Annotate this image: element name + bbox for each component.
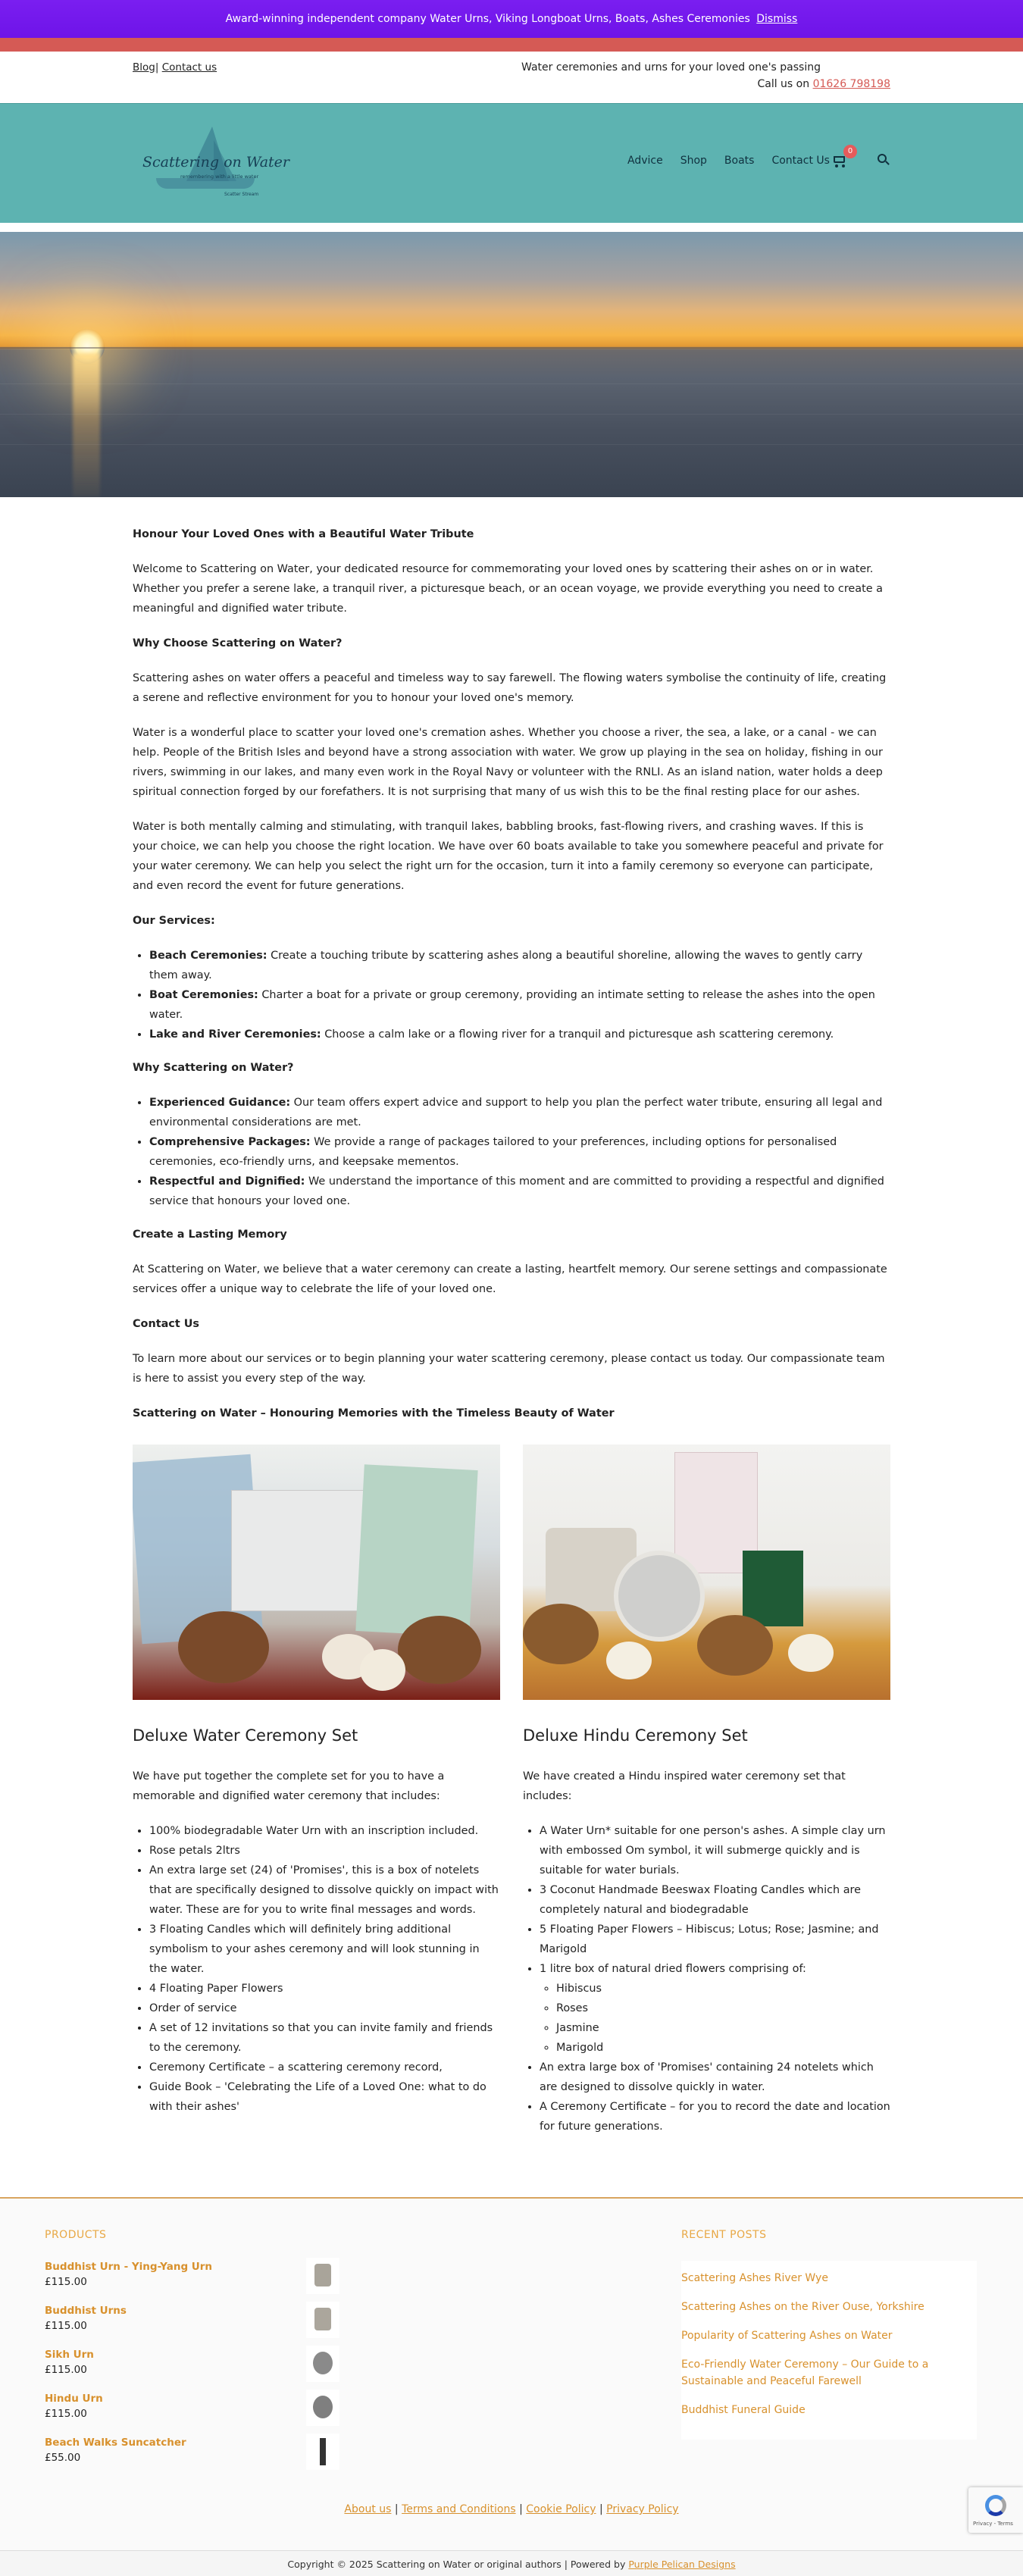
service-title: Lake and River Ceremonies:: [149, 1028, 321, 1041]
footer-product-name[interactable]: Beach Walks Suncatcher: [45, 2437, 186, 2449]
about-us-link[interactable]: About us: [344, 2503, 392, 2515]
hero-sun-reflection: [73, 353, 100, 497]
list-item: • 3 Coconut Handmade Beeswax Floating Candles which are completely natural and biodegradable: [540, 1880, 890, 1920]
green-card: [355, 1464, 477, 1637]
candle-right: [398, 1616, 481, 1684]
why-text: Our team offers expert advice and support to help you plan the perfect water tribute, ensuring all legal and environmental considerations are met.: [149, 1097, 883, 1128]
calming-paragraph: Water is both mentally calming and stimulating, with tranquil lakes, babbling brooks, fast-flowing rivers, and crashing waves. If this is your choice, we can help you choose the right location. We have over 60 boats available to take you somewhere peaceful and private for your water ceremony. We can help you select the right urn for the occasion, turn it into a family ceremony so everyone can participate, and even record the event for future generations.: [133, 821, 884, 892]
service-text: Charter a boat for a private or group ceremony, providing an intimate setting to release the ashes into the open water.: [149, 989, 875, 1021]
logo-name: Scattering on Water: [142, 154, 289, 171]
heading-contact: Contact Us: [133, 1318, 199, 1330]
product-card: [523, 1445, 890, 2150]
contact-link[interactable]: Contact us: [161, 61, 217, 74]
list-item: • Guide Book – 'Celebrating the Life of a Loved One: what to do with their ashes': [149, 2077, 500, 2117]
coconut-candle: [523, 1604, 599, 1664]
site-logo[interactable]: [135, 127, 289, 202]
why-list: [149, 1093, 890, 1211]
footer-product-thumbnail[interactable]: [306, 2346, 339, 2382]
lasting-memory-paragraph: At Scattering on Water, we believe that a water ceremony can create a lasting, heartfelt memory. Our serene settings and compassionate services offer a unique way to celebrate the life of your loved one.: [133, 1263, 887, 1295]
product-intro: We have created a Hindu inspired water ceremony set that includes:: [523, 1770, 846, 1802]
footer-product-name[interactable]: Buddhist Urns: [45, 2305, 127, 2317]
green-box: [743, 1551, 803, 1626]
footer-recent-posts: [681, 2229, 977, 2440]
recent-post-link[interactable]: Eco-Friendly Water Ceremony – Our Guide to a Sustainable and Peaceful Farewell: [681, 2358, 929, 2387]
footer-product-price: £115.00: [45, 2408, 87, 2420]
hero-sunset-image: [0, 232, 1023, 497]
footer-product-item: [45, 2349, 348, 2393]
cart-basket: [834, 156, 845, 163]
list-item: • 4 Floating Paper Flowers: [149, 1979, 500, 1999]
footer-product-item: [45, 2261, 348, 2305]
blog-link[interactable]: Blog: [133, 61, 155, 74]
list-item: • A set of 12 invitations so that you can invite family and friends to the ceremony.: [149, 2018, 500, 2058]
nav-shop[interactable]: Shop: [680, 155, 707, 167]
recaptcha-icon: [985, 2495, 1006, 2516]
paper-flower: [606, 1642, 652, 1679]
why-title: Respectful and Dignified:: [149, 1175, 305, 1188]
list-item: [149, 1132, 890, 1172]
footer-product-name[interactable]: Hindu Urn: [45, 2393, 103, 2405]
notice-accent-strip: [0, 38, 1023, 52]
service-title: Boat Ceremonies:: [149, 989, 258, 1001]
why-text: We understand the importance of this moment and are committed to providing a respectful and dignified service that honours your loved one.: [149, 1175, 884, 1207]
footer-product-item: [45, 2305, 348, 2349]
product-items: [540, 1821, 890, 2136]
footer-product-price: £115.00: [45, 2276, 87, 2288]
logo-small-text: Scatter Stream: [224, 192, 259, 197]
list-item-text: 1 litre box of natural dried flowers comprising of:: [540, 1963, 806, 1975]
heading-services: Our Services:: [133, 915, 215, 927]
footer-product-price: £115.00: [45, 2320, 87, 2332]
list-item: ◦ Hibiscus: [556, 1979, 890, 1999]
nav-advice[interactable]: Advice: [627, 155, 663, 167]
list-item: [149, 985, 890, 1025]
cart-wheel-right: [842, 164, 845, 167]
why-text: We provide a range of packages tailored to your preferences, including options for personalised ceremonies, eco-friendly urns, and keepsake mementos.: [149, 1136, 837, 1168]
powered-by-link[interactable]: Purple Pelican Designs: [628, 2559, 736, 2570]
footer-product-item: [45, 2437, 348, 2481]
terms-link[interactable]: Terms and Conditions: [402, 2503, 516, 2515]
list-item: [149, 1025, 890, 1044]
list-item: • An extra large box of 'Promises' containing 24 notelets which are designed to dissolve quickly in water.: [540, 2058, 890, 2097]
service-text: Create a touching tribute by scattering ashes along a beautiful shoreline, allowing the waves to gently carry them away.: [149, 950, 863, 981]
water-ceremony-set-image[interactable]: [133, 1445, 500, 1700]
site-footer: [0, 2197, 1023, 2576]
hero-wave: [0, 444, 1023, 445]
main-nav: [627, 155, 847, 167]
copyright-text: Copyright © 2025 Scattering on Water or original authors | Powered by: [287, 2559, 626, 2570]
om-urn: [614, 1551, 705, 1642]
site-header: [0, 103, 1023, 223]
nav-boats[interactable]: Boats: [724, 155, 755, 167]
heading-why-scattering: Why Scattering on Water?: [133, 1062, 294, 1074]
paper-flower: [360, 1649, 405, 1691]
list-item: • Rose petals 2ltrs: [149, 1841, 500, 1861]
cookie-policy-link[interactable]: Cookie Policy: [526, 2503, 596, 2515]
services-list: [149, 946, 890, 1044]
search-icon[interactable]: [878, 154, 890, 166]
heading-closing: Scattering on Water – Honouring Memories with the Timeless Beauty of Water: [133, 1407, 615, 1419]
hero-wave: [0, 414, 1023, 415]
site-tagline: Water ceremonies and urns for your loved one's passing: [521, 61, 821, 74]
product-title[interactable]: Deluxe Hindu Ceremony Set: [523, 1726, 748, 1745]
footer-product-thumbnail[interactable]: [306, 2390, 339, 2426]
list-item: • Order of service: [149, 1999, 500, 2018]
footer-product-thumbnail[interactable]: [306, 2302, 339, 2338]
dismiss-link[interactable]: Dismiss: [756, 13, 798, 25]
recent-post-link[interactable]: Popularity of Scattering Ashes on Water: [681, 2330, 893, 2342]
list-item: [149, 946, 890, 985]
list-item: • 100% biodegradable Water Urn with an inscription included.: [149, 1821, 500, 1841]
privacy-policy-link[interactable]: Privacy Policy: [606, 2503, 679, 2515]
list-item: [540, 1959, 890, 2058]
heading-honour: Honour Your Loved Ones with a Beautiful Water Tribute: [133, 528, 474, 540]
footer-recent-title: RECENT POSTS: [681, 2229, 767, 2241]
recent-post-link[interactable]: Scattering Ashes River Wye: [681, 2272, 828, 2284]
footer-products: [45, 2229, 348, 2481]
logo-hull: [156, 178, 255, 189]
search-icon-handle: [885, 161, 890, 165]
call-label: Call us on: [757, 78, 810, 90]
product-title[interactable]: Deluxe Water Ceremony Set: [133, 1726, 358, 1745]
product-items: [149, 1821, 500, 2117]
list-item: • A Water Urn* suitable for one person's ashes. A simple clay urn with embossed Om symbol, it will submerge quickly and is suitable for water burials.: [540, 1821, 890, 1880]
notice-bar: [0, 0, 1023, 52]
water-paragraph: Water is a wonderful place to scatter your loved one's cremation ashes. Whether you choose a river, the sea, a lake, or a canal - we can help. People of the British Isles and beyond have a strong association with water. We grow up playing in the sea on holiday, fishing in our rivers, swimming in our lakes, and many even work in the Royal Navy or volunteer with the RNLI. As an island nation, water holds a deep spiritual connection forged by our forefathers. It is not surprising that many of us wish this to be the final resting place for our ashes.: [133, 727, 883, 798]
top-bar: [0, 52, 1023, 103]
footer-product-thumbnail[interactable]: [306, 2434, 339, 2470]
recaptcha-text: Privacy - Terms: [973, 2521, 1013, 2527]
why-title: Experienced Guidance:: [149, 1097, 291, 1109]
heading-why-choose: Why Choose Scattering on Water?: [133, 637, 343, 649]
coconut-candle: [697, 1615, 773, 1676]
candle-left: [178, 1611, 269, 1683]
notice-text: Award-winning independent company Water Urns, Viking Longboat Urns, Boats, Ashes Ceremonies: [225, 13, 750, 25]
cart-wheel-left: [835, 164, 838, 167]
recent-post-link[interactable]: Scattering Ashes on the River Ouse, Yorkshire: [681, 2301, 924, 2313]
cart-count-badge: 0: [843, 145, 857, 158]
main-content: [133, 497, 890, 2150]
list-item: • 3 Floating Candles which will definitely bring additional symbolism to your ashes ceremony and will look stunning in the water.: [149, 1920, 500, 1979]
logo-tagline: remembering with a little water: [180, 174, 259, 180]
phone-line: [757, 78, 890, 90]
footer-products-title: PRODUCTS: [45, 2229, 107, 2241]
footer-product-price: £55.00: [45, 2452, 81, 2464]
recent-post-link[interactable]: Buddhist Funeral Guide: [681, 2404, 806, 2416]
nav-contact-us[interactable]: Contact Us: [771, 155, 830, 167]
product-sets: [133, 1445, 890, 2150]
service-text: Choose a calm lake or a flowing river for a tranquil and picturesque ash scattering ceremony.: [321, 1028, 834, 1041]
list-item: ◦ Roses: [556, 1999, 890, 2018]
why-choose-paragraph: Scattering ashes on water offers a peaceful and timeless way to say farewell. The flowing waters symbolise the continuity of life, creating a serene and reflective environment for you to honour your loved one's memory.: [133, 672, 887, 704]
hero-wave: [0, 383, 1023, 384]
product-intro: We have put together the complete set for you to have a memorable and dignified water ceremony that includes:: [133, 1770, 445, 1802]
footer-product-name[interactable]: Sikh Urn: [45, 2349, 94, 2361]
top-link-separator: |: [155, 61, 159, 74]
footer-product-item: [45, 2393, 348, 2437]
copyright-bar: [0, 2550, 1023, 2576]
why-title: Comprehensive Packages:: [149, 1136, 311, 1148]
list-item: • Ceremony Certificate – a scattering ceremony record,: [149, 2058, 500, 2077]
list-item: [149, 1172, 890, 1211]
list-item: ◦ Jasmine: [556, 2018, 890, 2038]
top-links: [133, 61, 217, 74]
recaptcha-badge[interactable]: [968, 2487, 1023, 2533]
hindu-ceremony-set-image[interactable]: [523, 1445, 890, 1700]
intro-paragraph: Welcome to Scattering on Water, your dedicated resource for commemorating your loved ones by scattering their ashes on or in water. Whether you prefer a serene lake, a tranquil river, a picturesque beach, or an ocean voyage, we provide everything you need to create a meaningful and dignified water tribute.: [133, 563, 883, 615]
list-item: • A Ceremony Certificate – for you to record the date and location for future generations.: [540, 2097, 890, 2136]
list-item: • An extra large set (24) of 'Promises', this is a box of notelets that are specifically designed to dissolve quickly on impact with water. These are for you to write final messages and words.: [149, 1861, 500, 1920]
paper-flower: [788, 1634, 834, 1672]
list-item: [149, 1093, 890, 1132]
hero-horizon: [0, 347, 1023, 349]
product-card: [133, 1445, 500, 2150]
list-item: • 5 Floating Paper Flowers – Hibiscus; Lotus; Rose; Jasmine; and Marigold: [540, 1920, 890, 1959]
list-item: ◦ Marigold: [556, 2038, 890, 2058]
footer-links: About us | Terms and Conditions | Cookie Policy | Privacy Policy: [344, 2503, 679, 2515]
footer-product-price: £115.00: [45, 2364, 87, 2376]
footer-product-thumbnail[interactable]: [306, 2258, 339, 2294]
recent-posts-list: [681, 2261, 977, 2440]
service-title: Beach Ceremonies:: [149, 950, 267, 962]
contact-paragraph: To learn more about our services or to begin planning your water scattering ceremony, please contact us today. Our compassionate team is here to assist you every step of the way.: [133, 1353, 885, 1385]
heading-lasting-memory: Create a Lasting Memory: [133, 1229, 287, 1241]
phone-link[interactable]: 01626 798198: [812, 78, 890, 90]
footer-product-name[interactable]: Buddhist Urn - Ying-Yang Urn: [45, 2261, 213, 2273]
dried-flowers-list: [556, 1979, 890, 2058]
